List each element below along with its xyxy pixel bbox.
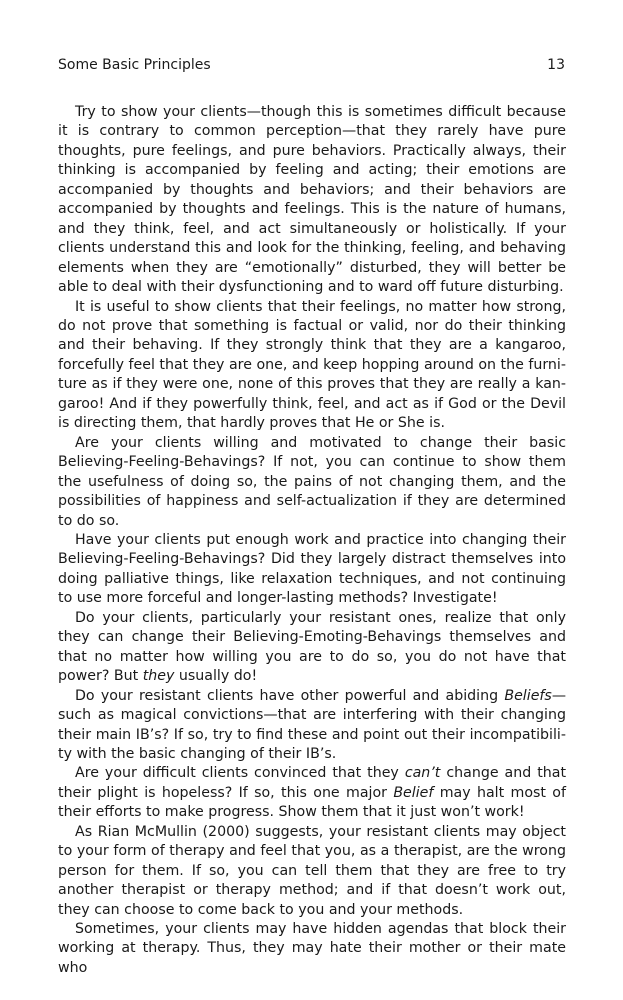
text-run: As Rian McMullin (2000) suggests, your resistant clients may object to your form of therapy and feel that you, as a therapist, are the wrong person for them. If so, you can tell them that they are free to try another therapist or therapy method; and if that doesn’t work out, they can choose to come back to you and your methods.: [58, 823, 566, 918]
emphasis-text: can’t: [404, 765, 441, 782]
text-run: Are your clients willing and motivated to change their basic Believing-Feeling-Behavings? If not, you can continue to show them the usefulness of doing so, the pains of not changing them, and the possibilities of happiness and self-actualization if they are determined to do so.: [58, 434, 566, 529]
paragraph: [58, 434, 566, 531]
emphasis-text: Belief: [393, 784, 434, 801]
text-run: Try to show your clients—though this is sometimes difficult because it is contrary to common perception—that they rarely have pure thoughts, pure feelings, and pure behaviors. Practically always, their thinking is accompanied by feeling and acting; their emotions are accompanied by thoughts and behaviors; and their behaviors are accompanied by thoughts and feelings. This is the nature of humans, and they think, feel, and act simultaneously or holistically. If your clients understand this and look for the thinking, feeling, and behaving elements when they are “emotionally” disturbed, they will better be able to deal with their dysfunctioning and to ward off future disturbing.: [58, 104, 566, 296]
paragraph: [58, 764, 566, 822]
text-run: may halt most of their efforts to make progress. Show them that it just won’t work!: [58, 784, 566, 821]
paragraph: [58, 687, 566, 765]
text-run: change and that their plight is hopeless? If so, this one major: [58, 765, 567, 801]
text-run: It is useful to show clients that their feelings, no matter how strong, do not prove that something is factual or valid, nor do their thinking and their behaving. If they strongly think that they are a kangaroo, forcefully feel that they are one, and keep hopping around on the furniture as if they were one, none of this proves that they are really a kangaroo! And if they powerfully think, feel, and act as if God or the Devil is directing them, that hardly proves that He or She is.: [58, 298, 566, 432]
text-run: Have your clients put enough work and practice into changing their Believing-Feeling-Behavings? Did they largely distract themselves into doing palliative things, like relaxation techniques, and not continuing to use more forceful and longer-lasting methods? Investigate!: [58, 531, 566, 607]
text-run: Do your clients, particularly your resistant ones, realize that only they can change their Believing-Emoting-Behavings themselves and that no matter how willing you are to do so, you do not have that power? But: [58, 609, 566, 685]
paragraph: [58, 823, 566, 920]
text-run: Sometimes, your clients may have hidden agendas that block their working at therapy. Thus, they may hate their mother or their mate who: [58, 921, 566, 976]
emphasis-text: they: [142, 668, 175, 685]
paragraph: [58, 531, 566, 609]
page-number: 13: [547, 57, 565, 73]
text-run: Do your resistant clients have other powerful and abiding: [75, 687, 505, 704]
paragraph: [58, 298, 566, 434]
paragraph: [58, 609, 566, 687]
chapter-title: Some Basic Principles: [58, 57, 211, 73]
text-run: Are your difficult clients convinced that they: [75, 765, 405, 782]
body-text: [58, 103, 566, 978]
text-run: — such as magical convictions—that are interfering with their changing their main IB’s? If so, try to find these and point out their incompatibility with the basic changing of their IB’s.: [58, 687, 566, 762]
text-run: usually do!: [174, 668, 258, 685]
emphasis-text: Beliefs: [504, 687, 552, 704]
paragraph: [58, 103, 566, 298]
paragraph: [58, 920, 566, 978]
